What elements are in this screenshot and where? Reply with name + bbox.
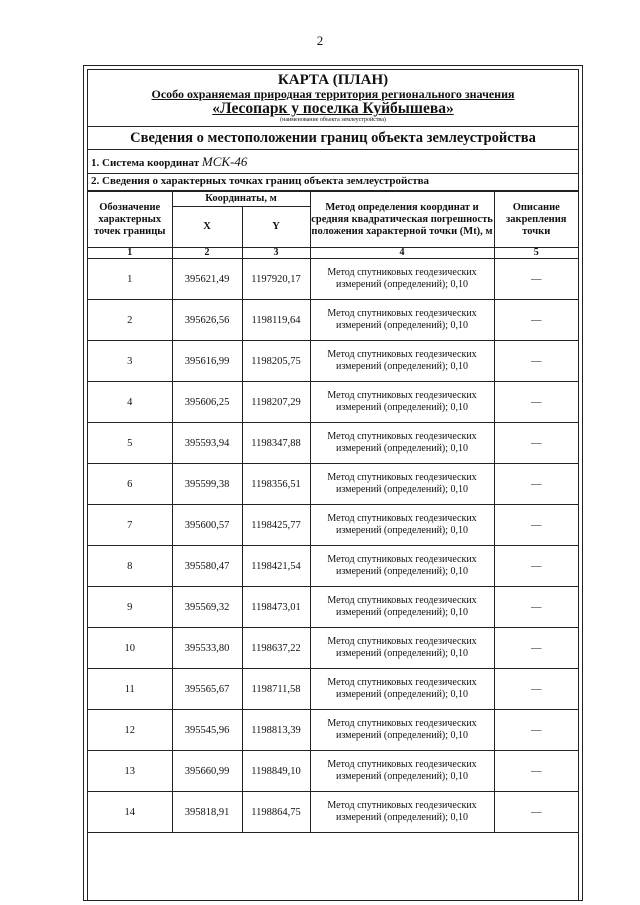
points-table-body — [88, 259, 578, 833]
point-cell: 11 — [88, 669, 172, 710]
x-cell: 395660,99 — [172, 751, 242, 792]
x-cell: 395600,57 — [172, 505, 242, 546]
description-cell: — — [494, 341, 578, 382]
x-cell: 395565,67 — [172, 669, 242, 710]
table-row — [88, 792, 578, 833]
points-table — [88, 191, 578, 833]
column-number: 4 — [310, 248, 494, 259]
x-cell: 395599,38 — [172, 464, 242, 505]
table-row — [88, 669, 578, 710]
method-cell: Метод спутниковых геодезических измерений (определений); 0,10 — [310, 259, 494, 300]
description-cell: — — [494, 300, 578, 341]
document-header — [88, 70, 578, 127]
coord-system-label: 1. Система координат — [91, 157, 200, 169]
point-cell: 2 — [88, 300, 172, 341]
coord-system-value: МСК-46 — [201, 154, 248, 169]
description-cell: — — [494, 587, 578, 628]
column-number: 3 — [242, 248, 310, 259]
table-row — [88, 382, 578, 423]
document-title: КАРТА (ПЛАН) — [277, 72, 389, 88]
y-cell: 1198711,58 — [242, 669, 310, 710]
y-cell: 1198473,01 — [242, 587, 310, 628]
point-cell: 5 — [88, 423, 172, 464]
method-cell: Метод спутниковых геодезических измерений (определений); 0,10 — [310, 464, 494, 505]
y-cell: 1198813,39 — [242, 710, 310, 751]
table-row — [88, 341, 578, 382]
method-cell: Метод спутниковых геодезических измерений (определений); 0,10 — [310, 669, 494, 710]
table-row — [88, 423, 578, 464]
y-cell: 1197920,17 — [242, 259, 310, 300]
object-name: «Лесопарк у поселка Куйбышева» — [212, 100, 454, 117]
description-cell: — — [494, 710, 578, 751]
description-cell: — — [494, 792, 578, 833]
table-row — [88, 587, 578, 628]
y-cell: 1198205,75 — [242, 341, 310, 382]
point-cell: 13 — [88, 751, 172, 792]
x-cell: 395616,99 — [172, 341, 242, 382]
description-cell: — — [494, 669, 578, 710]
description-cell: — — [494, 628, 578, 669]
description-cell: — — [494, 505, 578, 546]
method-cell: Метод спутниковых геодезических измерений (определений); 0,10 — [310, 587, 494, 628]
coord-system-row — [88, 150, 578, 174]
header-description: Описание закрепления точки — [494, 192, 578, 248]
x-cell: 395569,32 — [172, 587, 242, 628]
description-cell: — — [494, 423, 578, 464]
y-cell: 1198421,54 — [242, 546, 310, 587]
x-cell: 395606,25 — [172, 382, 242, 423]
x-cell: 395545,96 — [172, 710, 242, 751]
column-number: 2 — [172, 248, 242, 259]
description-cell: — — [494, 259, 578, 300]
x-cell: 395593,94 — [172, 423, 242, 464]
method-cell: Метод спутниковых геодезических измерений (определений); 0,10 — [310, 382, 494, 423]
description-cell: — — [494, 751, 578, 792]
table-row — [88, 751, 578, 792]
x-cell: 395626,56 — [172, 300, 242, 341]
description-cell: — — [494, 546, 578, 587]
x-cell: 395818,91 — [172, 792, 242, 833]
document-subtitle: Особо охраняемая природная территория регионального значения — [151, 87, 515, 101]
table-row — [88, 710, 578, 751]
y-cell: 1198207,29 — [242, 382, 310, 423]
x-cell: 395580,47 — [172, 546, 242, 587]
point-cell: 7 — [88, 505, 172, 546]
header-method: Метод определения координат и средняя квадратическая погрешность положения характерной точки (Mt), м — [310, 192, 494, 248]
x-cell: 395621,49 — [172, 259, 242, 300]
column-number: 1 — [88, 248, 172, 259]
method-cell: Метод спутниковых геодезических измерений (определений); 0,10 — [310, 300, 494, 341]
point-cell: 14 — [88, 792, 172, 833]
column-number: 5 — [494, 248, 578, 259]
y-cell: 1198637,22 — [242, 628, 310, 669]
point-cell: 8 — [88, 546, 172, 587]
point-cell: 9 — [88, 587, 172, 628]
table-row — [88, 464, 578, 505]
object-caption: (наименование объекта землеустройства) — [280, 117, 386, 123]
y-cell: 1198356,51 — [242, 464, 310, 505]
point-cell: 1 — [88, 259, 172, 300]
method-cell: Метод спутниковых геодезических измерений (определений); 0,10 — [310, 710, 494, 751]
header-y: Y — [242, 207, 310, 248]
point-cell: 10 — [88, 628, 172, 669]
y-cell: 1198119,64 — [242, 300, 310, 341]
y-cell: 1198864,75 — [242, 792, 310, 833]
section-title: Сведения о местоположении границ объекта землеустройства — [88, 127, 578, 150]
y-cell: 1198347,88 — [242, 423, 310, 464]
x-cell: 395533,80 — [172, 628, 242, 669]
y-cell: 1198849,10 — [242, 751, 310, 792]
method-cell: Метод спутниковых геодезических измерений (определений); 0,10 — [310, 792, 494, 833]
method-cell: Метод спутниковых геодезических измерений (определений); 0,10 — [310, 423, 494, 464]
point-cell: 12 — [88, 710, 172, 751]
table-row — [88, 628, 578, 669]
point-cell: 3 — [88, 341, 172, 382]
table-row — [88, 259, 578, 300]
description-cell: — — [494, 382, 578, 423]
points-section-title: 2. Сведения о характерных точках границ объекта землеустройства — [88, 174, 578, 191]
document-frame — [83, 65, 583, 901]
header-point: Обозначение характерных точек границы — [88, 192, 172, 248]
method-cell: Метод спутниковых геодезических измерений (определений); 0,10 — [310, 751, 494, 792]
table-row — [88, 505, 578, 546]
document-inner-frame — [87, 69, 579, 900]
table-row — [88, 300, 578, 341]
page-number: 2 — [316, 33, 324, 48]
header-x: X — [172, 207, 242, 248]
method-cell: Метод спутниковых геодезических измерений (определений); 0,10 — [310, 505, 494, 546]
description-cell: — — [494, 464, 578, 505]
point-cell: 4 — [88, 382, 172, 423]
method-cell: Метод спутниковых геодезических измерений (определений); 0,10 — [310, 628, 494, 669]
method-cell: Метод спутниковых геодезических измерений (определений); 0,10 — [310, 546, 494, 587]
table-row — [88, 546, 578, 587]
header-coords: Координаты, м — [172, 192, 310, 207]
y-cell: 1198425,77 — [242, 505, 310, 546]
point-cell: 6 — [88, 464, 172, 505]
method-cell: Метод спутниковых геодезических измерений (определений); 0,10 — [310, 341, 494, 382]
